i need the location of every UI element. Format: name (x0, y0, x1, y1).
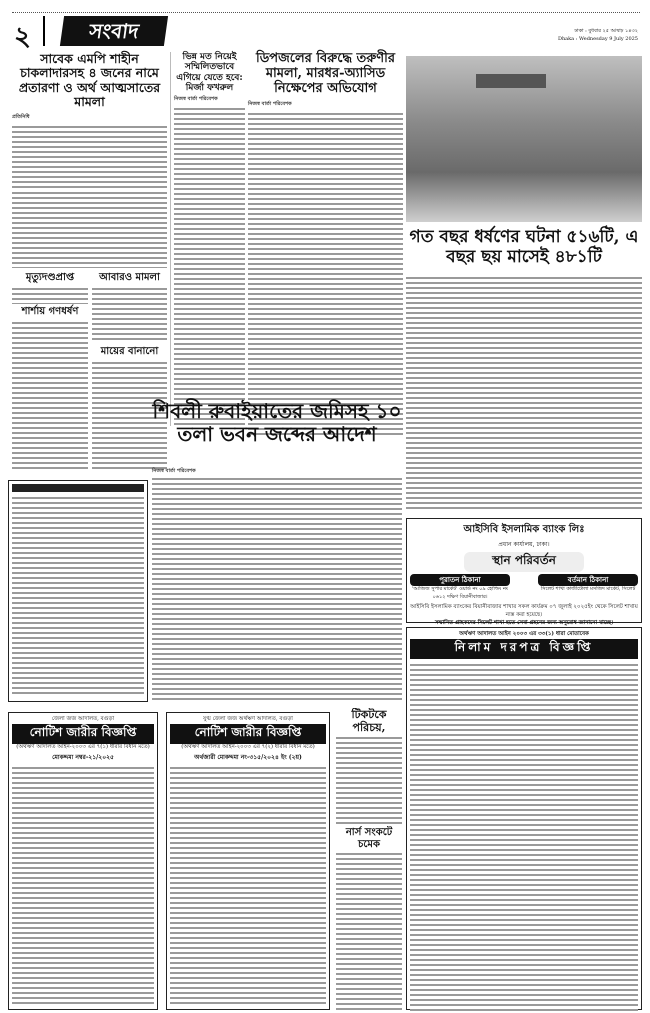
court-name: যুগ্ম জেলা জজ অর্থঋণ আদালত, বগুড়া (203, 716, 293, 722)
masthead-logo: সংবাদ (60, 16, 168, 46)
brief-headline: আবারও মামলা (99, 272, 160, 283)
headline-shibli-rubayat: শিবলী রুবাইয়াতের জমিসহ ১০ তলা ভবন জব্দের আদেশ (152, 399, 402, 446)
body-text (336, 735, 402, 824)
body-text (92, 286, 167, 342)
notice-text (170, 765, 326, 1005)
case-number: অর্থজারী মোকদ্দমা নং-৩১৫/২০২৪ ইং (২য়) (194, 754, 302, 761)
new-address-block (538, 574, 638, 602)
body-text (336, 851, 402, 1010)
headline-tiktok: টিকটকে পরিচয়, (336, 708, 402, 735)
body-text (152, 476, 402, 701)
body-text (248, 111, 403, 436)
body-text (12, 190, 167, 268)
notice-sub: (অর্থঋণ আদালত আইন-২০০৩ এর ৭(২) ধারার বিধান মতে) (181, 744, 315, 750)
old-address: 'আজিজ সুপার মার্কেট' ওয়ার্ড নং ০৯ হোল্ডিং নং ০৬১২ দক্ষিণ বিয়ানীবাজার। (412, 586, 508, 600)
notice-title: নোটিশ জারীর বিজ্ঞপ্তি (170, 724, 326, 744)
tender-notice-ad (8, 480, 148, 702)
top-rule (12, 12, 640, 13)
page-number: ২ (14, 16, 45, 46)
bank-ad-title: স্থান পরিবর্তন (464, 552, 584, 572)
court-name: জেলা জজ আদালত, বগুড়া (51, 716, 115, 722)
notice-mid (166, 712, 330, 1010)
headline-nurse-crisis: নার্স সংকটে চমেক (336, 826, 402, 851)
brief-headline: মৃত্যুদণ্ডপ্রাপ্ত (25, 272, 75, 283)
auction-notice-ad (406, 627, 642, 1010)
auction-law: অর্থঋণ আদালত আইন ২০০৩ এর ৩৩(১) ধারা মোতাবেক (459, 631, 589, 637)
story-2 (170, 52, 245, 426)
story-tiktok (336, 708, 402, 824)
old-address-label: পুরাতন ঠিকানা (410, 574, 510, 586)
byline: নিজস্ব বার্তা পরিবেশক (152, 468, 196, 474)
notice-text (12, 765, 154, 1005)
notice-text (12, 495, 144, 695)
bank-request: সম্মানিত গ্রাহকদের সিলেট শাখা হতে সেবা গ্রহনের জন্য অনুরোধ জানানো যাচ্ছে। (434, 620, 614, 626)
notice-title: নোটিশ জারীর বিজ্ঞপ্তি (12, 724, 154, 744)
body-text (12, 320, 88, 470)
byline: নিজস্ব বার্তা পরিবেশক (174, 96, 218, 103)
auction-title: নিলাম দরপত্র বিজ্ঞপ্তি (410, 639, 638, 659)
notice-sub: (অর্থঋণ আদালত আইন-২০০৩ এর ৭(১) ধারার বিধান মতে) (16, 744, 150, 750)
auction-text (410, 662, 638, 1012)
bank-ad (406, 518, 642, 626)
headline: ভিন্ন মত নিয়েই সম্মিলিতভাবে এগিয়ে যেতে হবে: মির্জা ফখরুল (176, 52, 243, 94)
old-address-block (410, 574, 510, 602)
story-nurse-crisis (336, 826, 402, 1010)
headline: ডিপজলের বিরুদ্ধে তরুণীর মামলা, মারধর-অ্যাসিড নিক্ষেপের অভিযোগ (255, 51, 395, 96)
notice-left (8, 712, 158, 1010)
date-en: Dhaka : Wednesday 9 July 2025 (557, 36, 638, 42)
story-3 (248, 52, 403, 436)
brief-headline: শার্শায় গণধর্ষণ (21, 306, 79, 317)
brief-headline: মায়ের বানানো (100, 346, 159, 357)
bank-name: আইসিবি ইসলামিক ব্যাংক লিঃ (463, 524, 585, 535)
headline-rape-stats: গত বছর ধর্ষণের ঘটনা ৫১৬টি, এ বছর ছয় মাসেই ৪৮১টি (409, 227, 639, 267)
bank-office: প্রধান কার্যালয়, ঢাকা। (498, 541, 550, 548)
headline: সাবেক এমপি শাহীন চাকলাদারসহ ৪ জনের নামে প্রতারণা ও অর্থ আত্মসাতের মামলা (18, 51, 161, 110)
case-number: মোকদ্দমা নম্বর-২১/২০২৫ (52, 754, 114, 761)
new-address-label: বর্তমান ঠিকানা (538, 574, 638, 586)
body-text (12, 286, 88, 304)
date-bn: ঢাকা : বুধবার ২৫ আষাঢ় ১৪৩২ (574, 28, 638, 34)
date (558, 28, 638, 42)
notice-banner (12, 484, 144, 492)
bank-notice: আইসিবি ইসলামিক ব্যাংকের বিয়ানীবাজার শাখার সকল কার্যক্রম ০৭ জুলাই ২০২৫ইং থেকে সিলেট শাখায় ন্যস্ত করা হয়েছে। (410, 604, 638, 618)
photo-banner (476, 74, 546, 88)
body-text (174, 106, 245, 426)
byline: প্রতিনিধি (12, 113, 30, 120)
byline: নিজস্ব বার্তা পরিবেশক (248, 100, 292, 107)
body-text (406, 275, 642, 510)
news-photo (406, 56, 642, 222)
new-address: সিলেট শাখা কাজীটোলা মসজিদ মার্কেট, সিলেট (540, 586, 636, 592)
